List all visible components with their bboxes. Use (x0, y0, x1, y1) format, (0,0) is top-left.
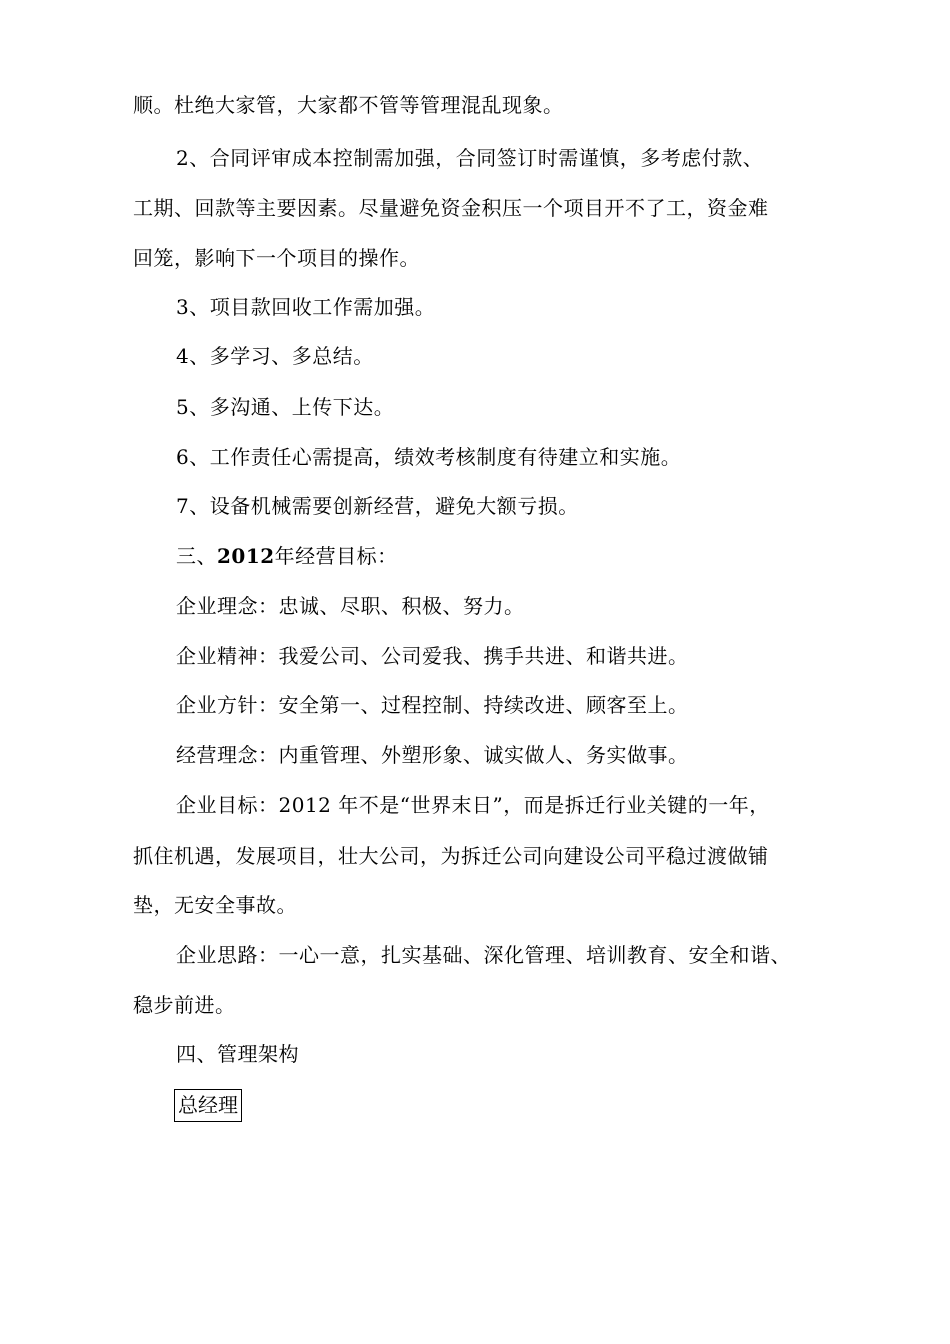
list-item: 7、设备机械需要创新经营，避免大额亏损。 (176, 494, 579, 518)
goal-target: 企业目标：2012 年不是“世界末日”，而是拆迁行业关键的一年， (176, 793, 770, 817)
goal-approach-continued: 稳步前进。 (133, 993, 236, 1017)
section-heading-business-goals (176, 543, 398, 569)
paragraph-line: 顺。杜绝大家管，大家都不管等管理混乱现象。 (133, 93, 564, 117)
list-item: 5、多沟通、上传下达。 (176, 395, 395, 419)
section-prefix: 三、 (176, 544, 217, 568)
goal-idea: 企业理念：忠诚、尽职、积极、努力。 (176, 594, 525, 618)
list-item: 6、工作责任心需提高，绩效考核制度有待建立和实施。 (176, 445, 682, 469)
goal-approach: 企业思路：一心一意，扎实基础、深化管理、培训教育、安全和谐、 (176, 943, 791, 967)
goal-policy: 企业方针：安全第一、过程控制、持续改进、顾客至上。 (176, 693, 689, 717)
goal-management: 经营理念：内重管理、外塑形象、诚实做人、务实做事。 (176, 743, 689, 767)
goal-target-continued: 垫，无安全事故。 (133, 893, 297, 917)
paragraph-line: 2、合同评审成本控制需加强，合同签订时需谨慎，多考虑付款、 (176, 146, 764, 170)
section-suffix: 年经营目标： (274, 544, 398, 568)
list-item: 4、多学习、多总结。 (176, 344, 374, 368)
list-item: 3、项目款回收工作需加强。 (176, 295, 436, 319)
paragraph-line: 工期、回款等主要因素。尽量避免资金积压一个项目开不了工，资金难 (133, 196, 769, 220)
org-chart-general-manager-box: 总经理 (174, 1089, 242, 1122)
paragraph-line: 回笼，影响下一个项目的操作。 (133, 246, 420, 270)
goal-spirit: 企业精神：我爱公司、公司爱我、携手共进、和谐共进。 (176, 644, 689, 668)
section-heading-org-structure: 四、管理架构 (176, 1042, 299, 1066)
section-year: 2012 (217, 544, 275, 568)
goal-target-continued: 抓住机遇，发展项目，壮大公司，为拆迁公司向建设公司平稳过渡做铺 (133, 844, 769, 868)
